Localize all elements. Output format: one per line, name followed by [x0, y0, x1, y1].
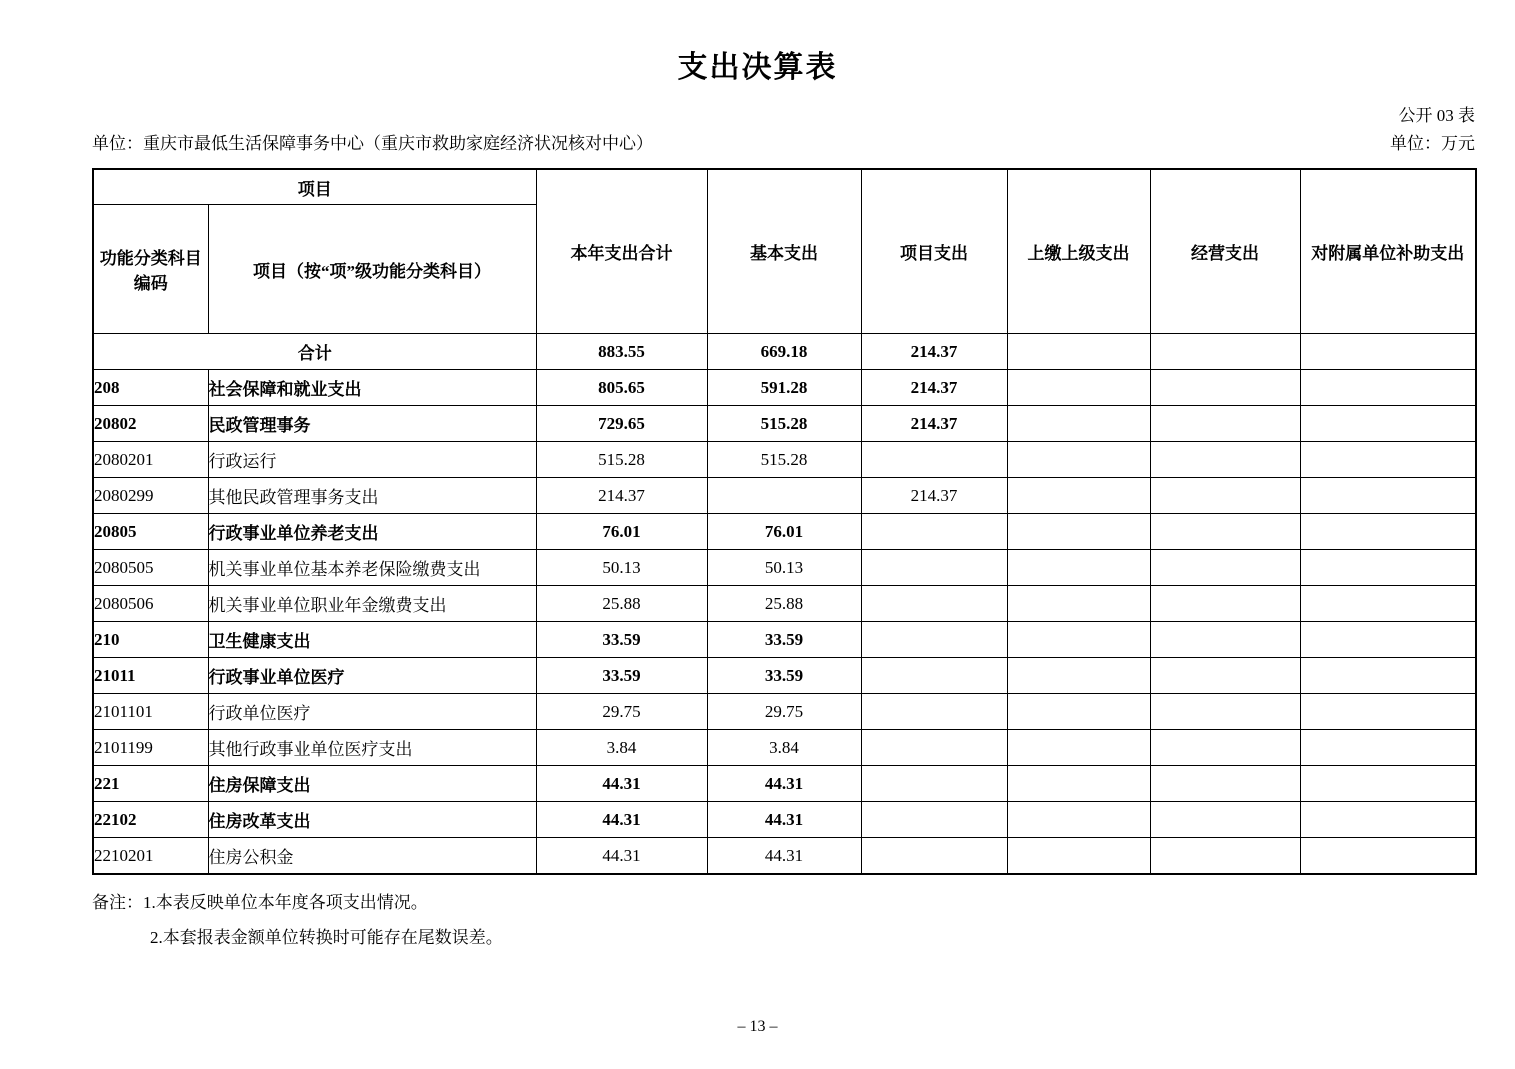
- table-row: [93, 802, 1476, 838]
- table-row: [93, 478, 1476, 514]
- project-cell: [861, 622, 1007, 658]
- total-cell: 33.59: [536, 658, 707, 694]
- affiliate-cell: [1300, 370, 1476, 406]
- total-cell: 76.01: [536, 514, 707, 550]
- affiliate-cell: [1300, 334, 1476, 370]
- total-cell: 3.84: [536, 730, 707, 766]
- project-cell: [861, 442, 1007, 478]
- affiliate-cell: [1300, 586, 1476, 622]
- affiliate-cell: [1300, 802, 1476, 838]
- unit-currency-label: 单位：万元: [1390, 134, 1475, 153]
- project-cell: 214.37: [861, 370, 1007, 406]
- basic-cell: 50.13: [707, 550, 861, 586]
- public-table-label: 公开 03 表: [1398, 106, 1475, 125]
- operating-cell: [1150, 406, 1300, 442]
- operating-cell: [1150, 730, 1300, 766]
- name-cell: 住房公积金: [208, 838, 536, 875]
- table-row: [93, 370, 1476, 406]
- code-cell: 2080505: [93, 550, 208, 586]
- affiliate-cell: [1300, 838, 1476, 875]
- operating-cell: [1150, 694, 1300, 730]
- upper-cell: [1007, 550, 1150, 586]
- code-cell: 210: [93, 622, 208, 658]
- footnotes: [92, 885, 1475, 955]
- code-cell: 2080201: [93, 442, 208, 478]
- basic-cell: 515.28: [707, 406, 861, 442]
- total-cell: 883.55: [536, 334, 707, 370]
- table-row: [93, 730, 1476, 766]
- name-cell: 社会保障和就业支出: [208, 370, 536, 406]
- total-cell: 805.65: [536, 370, 707, 406]
- code-cell: 2101199: [93, 730, 208, 766]
- affiliate-cell: [1300, 730, 1476, 766]
- footnote-line-1: 备注：1.本表反映单位本年度各项支出情况。: [92, 893, 428, 912]
- name-cell: 其他民政管理事务支出: [208, 478, 536, 514]
- upper-cell: [1007, 370, 1150, 406]
- operating-cell: [1150, 838, 1300, 875]
- affiliate-cell: [1300, 406, 1476, 442]
- basic-cell: 33.59: [707, 658, 861, 694]
- upper-cell: [1007, 766, 1150, 802]
- upper-cell: [1007, 334, 1150, 370]
- name-cell: 行政事业单位医疗: [208, 658, 536, 694]
- affiliate-cell: [1300, 514, 1476, 550]
- total-cell: 44.31: [536, 838, 707, 875]
- total-cell: 50.13: [536, 550, 707, 586]
- table-row-total: [93, 334, 1476, 370]
- name-cell: 行政事业单位养老支出: [208, 514, 536, 550]
- table-row: [93, 442, 1476, 478]
- header-operating: 经营支出: [1150, 169, 1300, 334]
- total-cell: 729.65: [536, 406, 707, 442]
- upper-cell: [1007, 478, 1150, 514]
- header-project: 项目（按“项”级功能分类科目）: [208, 205, 536, 334]
- footnote-line-2: 2.本套报表金额单位转换时可能存在尾数误差。: [150, 928, 503, 947]
- upper-cell: [1007, 406, 1150, 442]
- project-cell: [861, 730, 1007, 766]
- operating-cell: [1150, 586, 1300, 622]
- operating-cell: [1150, 370, 1300, 406]
- basic-cell: 591.28: [707, 370, 861, 406]
- project-cell: [861, 838, 1007, 875]
- operating-cell: [1150, 622, 1300, 658]
- upper-cell: [1007, 514, 1150, 550]
- operating-cell: [1150, 442, 1300, 478]
- upper-cell: [1007, 802, 1150, 838]
- project-cell: 214.37: [861, 334, 1007, 370]
- unit-name-label: 单位：重庆市最低生活保障事务中心（重庆市救助家庭经济状况核对中心）: [92, 134, 653, 153]
- project-cell: [861, 550, 1007, 586]
- total-cell: 25.88: [536, 586, 707, 622]
- code-cell: 20802: [93, 406, 208, 442]
- affiliate-cell: [1300, 622, 1476, 658]
- operating-cell: [1150, 766, 1300, 802]
- operating-cell: [1150, 802, 1300, 838]
- operating-cell: [1150, 658, 1300, 694]
- operating-cell: [1150, 550, 1300, 586]
- operating-cell: [1150, 334, 1300, 370]
- table-row: [93, 406, 1476, 442]
- upper-cell: [1007, 838, 1150, 875]
- affiliate-cell: [1300, 550, 1476, 586]
- code-cell: 2101101: [93, 694, 208, 730]
- table-row: [93, 766, 1476, 802]
- total-cell: 214.37: [536, 478, 707, 514]
- basic-cell: 44.31: [707, 802, 861, 838]
- header-project-group: 项目: [93, 169, 536, 205]
- header-code: 功能分类科目编码: [93, 205, 208, 334]
- upper-cell: [1007, 586, 1150, 622]
- project-cell: 214.37: [861, 478, 1007, 514]
- table-row: [93, 622, 1476, 658]
- code-cell: 21011: [93, 658, 208, 694]
- basic-cell: 29.75: [707, 694, 861, 730]
- header-row-1: [93, 169, 1476, 205]
- basic-cell: 669.18: [707, 334, 861, 370]
- header-basic: 基本支出: [707, 169, 861, 334]
- table-row: [93, 694, 1476, 730]
- code-cell: 2080299: [93, 478, 208, 514]
- total-cell: 515.28: [536, 442, 707, 478]
- total-cell: 29.75: [536, 694, 707, 730]
- name-cell: 住房改革支出: [208, 802, 536, 838]
- page-number: – 13 –: [737, 1018, 778, 1035]
- total-cell: 44.31: [536, 802, 707, 838]
- basic-cell: 25.88: [707, 586, 861, 622]
- affiliate-cell: [1300, 766, 1476, 802]
- table-row: [93, 586, 1476, 622]
- basic-cell: [707, 478, 861, 514]
- code-cell: 2080506: [93, 586, 208, 622]
- name-cell: 卫生健康支出: [208, 622, 536, 658]
- name-cell: 其他行政事业单位医疗支出: [208, 730, 536, 766]
- name-cell: 行政单位医疗: [208, 694, 536, 730]
- name-cell: 民政管理事务: [208, 406, 536, 442]
- project-cell: [861, 586, 1007, 622]
- total-cell: 44.31: [536, 766, 707, 802]
- name-cell: 机关事业单位职业年金缴费支出: [208, 586, 536, 622]
- affiliate-cell: [1300, 442, 1476, 478]
- total-cell: 33.59: [536, 622, 707, 658]
- project-cell: [861, 766, 1007, 802]
- table-row: [93, 514, 1476, 550]
- affiliate-cell: [1300, 658, 1476, 694]
- table-row: [93, 838, 1476, 875]
- code-cell: 20805: [93, 514, 208, 550]
- project-cell: [861, 802, 1007, 838]
- basic-cell: 44.31: [707, 766, 861, 802]
- code-cell: 221: [93, 766, 208, 802]
- project-cell: 214.37: [861, 406, 1007, 442]
- table-row: [93, 550, 1476, 586]
- header-upper: 上缴上级支出: [1007, 169, 1150, 334]
- name-cell: 机关事业单位基本养老保险缴费支出: [208, 550, 536, 586]
- upper-cell: [1007, 622, 1150, 658]
- table-row: [93, 658, 1476, 694]
- header-project-exp: 项目支出: [861, 169, 1007, 334]
- code-cell: 2210201: [93, 838, 208, 875]
- affiliate-cell: [1300, 694, 1476, 730]
- basic-cell: 76.01: [707, 514, 861, 550]
- unit-row: [92, 134, 1475, 154]
- operating-cell: [1150, 514, 1300, 550]
- upper-cell: [1007, 442, 1150, 478]
- project-cell: [861, 514, 1007, 550]
- basic-cell: 3.84: [707, 730, 861, 766]
- upper-cell: [1007, 658, 1150, 694]
- project-cell: [861, 694, 1007, 730]
- header-total: 本年支出合计: [536, 169, 707, 334]
- basic-cell: 515.28: [707, 442, 861, 478]
- basic-cell: 44.31: [707, 838, 861, 875]
- header-affiliate: 对附属单位补助支出: [1300, 169, 1476, 334]
- name-cell: 住房保障支出: [208, 766, 536, 802]
- name-cell: 行政运行: [208, 442, 536, 478]
- operating-cell: [1150, 478, 1300, 514]
- basic-cell: 33.59: [707, 622, 861, 658]
- code-cell: 22102: [93, 802, 208, 838]
- code-cell: 208: [93, 370, 208, 406]
- upper-cell: [1007, 730, 1150, 766]
- name-cell: 合计: [93, 334, 536, 370]
- page-title: 支出决算表: [677, 51, 838, 84]
- affiliate-cell: [1300, 478, 1476, 514]
- project-cell: [861, 658, 1007, 694]
- upper-cell: [1007, 694, 1150, 730]
- expenditure-table: [92, 168, 1477, 875]
